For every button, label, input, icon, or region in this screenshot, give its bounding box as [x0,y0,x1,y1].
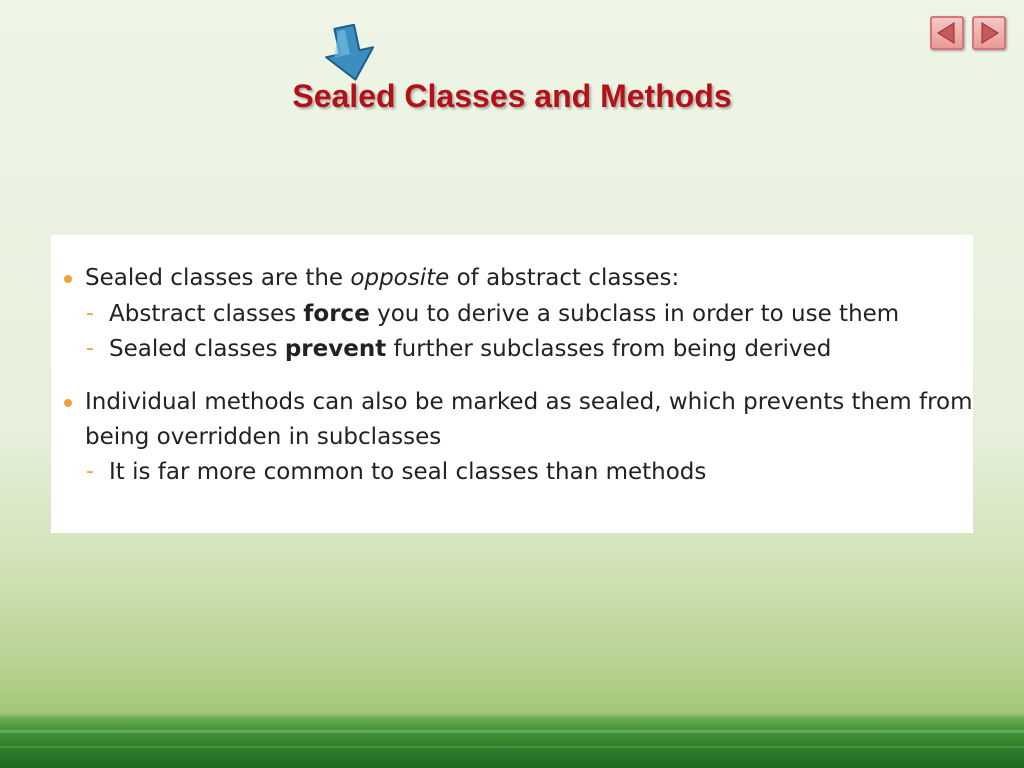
sub-bullet-dash: - [86,459,94,484]
triangle-left-icon [932,18,962,48]
bullet-2-line-1: Individual methods can also be marked as sealed, which prevents them from [85,389,973,415]
triangle-right-icon [974,18,1004,48]
sub-bullet-dash: - [86,301,94,326]
bullet-1-text: Sealed classes are the opposite of abstract classes: [85,265,680,291]
bullet-1-sub-1-text: Abstract classes force you to derive a subclass in order to use them [109,301,900,327]
bullet-1-sub-2-text: Sealed classes prevent further subclasses from being derived [109,336,832,362]
content-panel [51,235,973,533]
bullet-marker [64,399,72,407]
next-slide-button[interactable] [972,16,1006,50]
bullet-2-sub-1-text: It is far more common to seal classes than methods [109,459,707,485]
bullet-marker [64,275,72,283]
slide-title: Sealed Classes and Methods [292,78,732,114]
bullet-2-line-2: being overridden in subclasses [85,424,442,450]
previous-slide-button[interactable] [930,16,964,50]
footer-band [0,716,1024,768]
down-arrow-icon [320,24,382,84]
sub-bullet-dash: - [86,336,94,361]
